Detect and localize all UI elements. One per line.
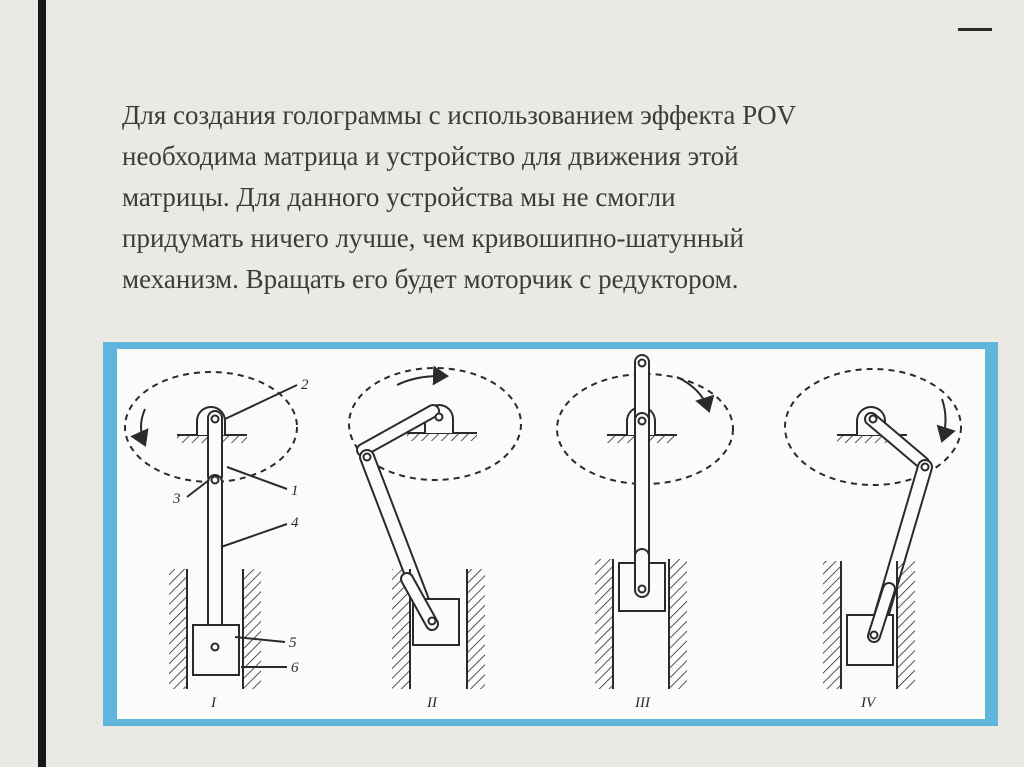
part-label-3: 3 bbox=[173, 491, 181, 507]
text-line: Для создания голограммы с использованием эффекта POV bbox=[122, 100, 797, 130]
stage-1-mechanism bbox=[125, 372, 297, 689]
guide-wall-right bbox=[243, 569, 261, 689]
mechanism-figure bbox=[117, 349, 985, 719]
part-label-1: 1 bbox=[291, 483, 299, 499]
rotation-arrow-icon bbox=[397, 376, 447, 385]
guide-wall-right bbox=[897, 561, 915, 689]
stage-3-mechanism bbox=[557, 355, 733, 689]
guide-wall-left bbox=[169, 569, 187, 689]
guide-wall-right bbox=[467, 569, 485, 689]
text-line: необходима матрица и устройство для движения этой bbox=[122, 141, 739, 171]
stage-2-mechanism bbox=[349, 368, 521, 689]
text-line: придумать ничего лучше, чем кривошипно-шатунный bbox=[122, 223, 744, 253]
stage-label-2: II bbox=[427, 695, 437, 711]
stage-label-1: I bbox=[211, 695, 216, 711]
stage-4-mechanism bbox=[785, 369, 961, 689]
guide-wall-left bbox=[595, 559, 613, 689]
slide-body-text bbox=[122, 95, 942, 300]
guide-wall-left bbox=[823, 561, 841, 689]
part-label-4: 4 bbox=[291, 515, 299, 531]
text-line: матрицы. Для данного устройства мы не смогли bbox=[122, 182, 676, 212]
rotation-arrow-icon bbox=[942, 399, 946, 441]
stage-label-3: III bbox=[635, 695, 650, 711]
part-label-5: 5 bbox=[289, 635, 297, 651]
top-right-rule bbox=[958, 28, 992, 31]
left-accent-bar bbox=[38, 0, 46, 767]
mechanism-figure-frame bbox=[103, 342, 998, 726]
crank-mechanism-diagram bbox=[117, 349, 985, 719]
stage-label-4: IV bbox=[861, 695, 876, 711]
guide-wall-right bbox=[669, 559, 687, 689]
rotation-arrow-icon bbox=[141, 409, 145, 445]
text-line: механизм. Вращать его будет моторчик с редуктором. bbox=[122, 264, 739, 294]
part-label-6: 6 bbox=[291, 660, 299, 676]
part-label-2: 2 bbox=[301, 377, 309, 393]
